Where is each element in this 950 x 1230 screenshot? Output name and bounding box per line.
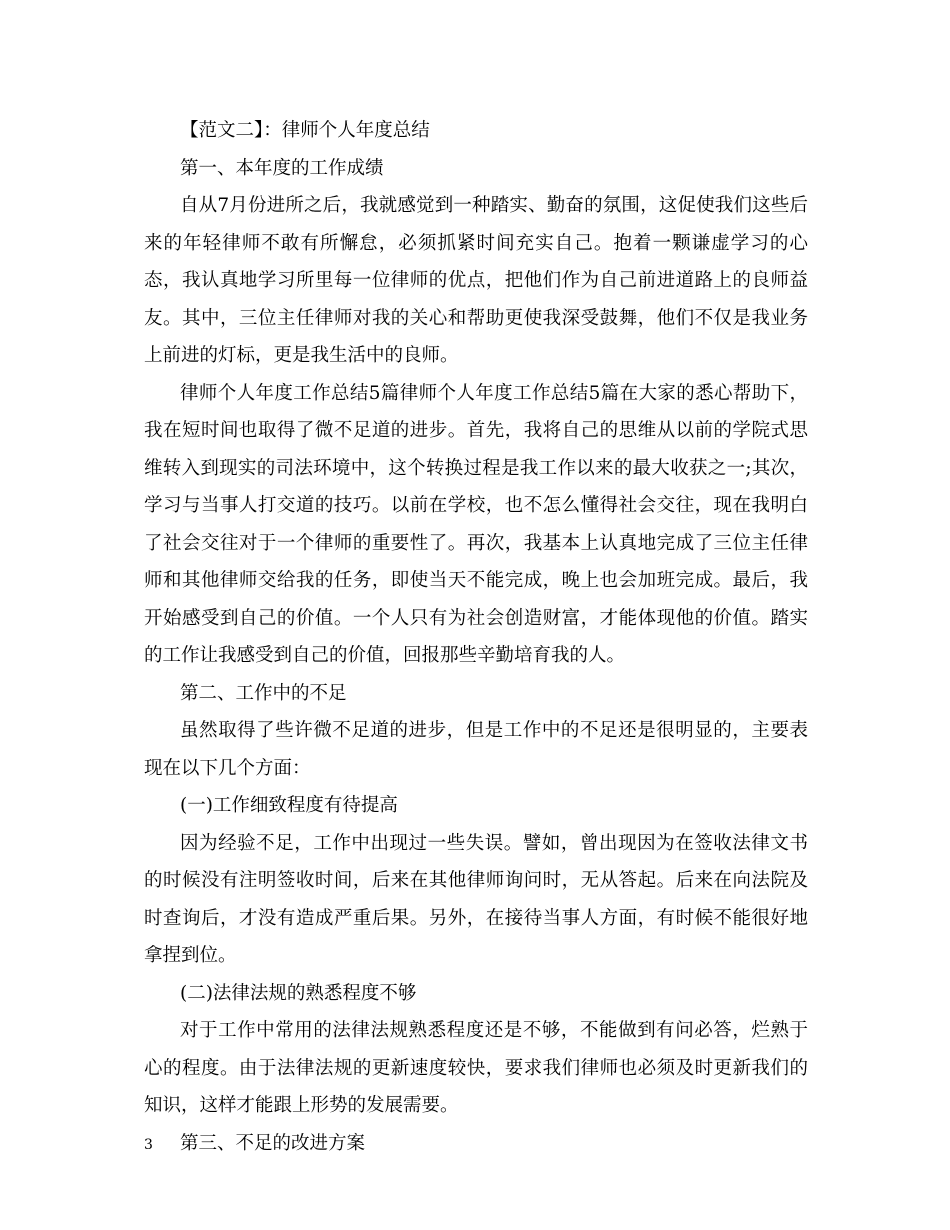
paragraph: 自从7月份进所之后，我就感觉到一种踏实、勤奋的氛围，这促使我们这些后来的年轻律师不敢有所懈怠，必须抓紧时间充实自己。抱着一颗谦虚学习的心态，我认真地学习所里每一位律师的优点，把他们作为自己前进道路上的良师益友。其中，三位主任律师对我的关心和帮助更使我深受鼓舞，他们不仅是我业务上前进的灯标，更是我生活中的良师。 <box>144 195 808 366</box>
document-body <box>144 112 808 1162</box>
heading-improvement-plan: 第三、不足的改进方案 <box>180 1132 366 1154</box>
paragraph: 律师个人年度工作总结5篇律师个人年度工作总结5篇在大家的悉心帮助下，我在短时间也取得了微不足道的进步。首先，我将自己的思维从以前的学院式思维转入到现实的司法环境中，这个转换过程是我工作以来的最大收获之一;其次，学习与当事人打交道的技巧。以前在学校，也不怎么懂得社会交往，现在我明白了社会交往对于一个律师的重要性了。再次，我基本上认真地完成了三位主任律师和其他律师交给我的任务，即使当天不能完成，晚上也会加班完成。最后，我开始感受到自己的价值。一个人只有为社会创造财富，才能体现他的价值。踏实的工作让我感受到自己的价值，回报那些辛勤培育我的人。 <box>144 382 808 666</box>
heading-shortcomings: 第二、工作中的不足 <box>180 682 347 704</box>
section-title: 【范文二】：律师个人年度总结 <box>180 120 430 141</box>
subheading-law-familiarity: (二)法律法规的熟悉程度不够 <box>180 982 417 1004</box>
subheading-detail: (一)工作细致程度有待提高 <box>180 795 398 816</box>
heading-achievements: 第一、本年度的工作成绩 <box>180 157 384 179</box>
page-number: 3 <box>144 1137 153 1153</box>
paragraph: 对于工作中常用的法律法规熟悉程度还是不够，不能做到有问必答，烂熟于心的程度。由于法律法规的更新速度较快，要求我们律师也必须及时更新我们的知识，这样才能跟上形势的发展需要。 <box>144 1020 808 1116</box>
paragraph: 虽然取得了些许微不足道的进步，但是工作中的不足还是很明显的，主要表现在以下几个方面： <box>144 720 808 779</box>
paragraph: 因为经验不足，工作中出现过一些失误。譬如，曾出现因为在签收法律文书的时候没有注明签收时间，后来在其他律师询问时，无从答起。后来在向法院及时查询后，才没有造成严重后果。另外，在接待当事人方面，有时候不能很好地拿捏到位。 <box>144 832 808 966</box>
